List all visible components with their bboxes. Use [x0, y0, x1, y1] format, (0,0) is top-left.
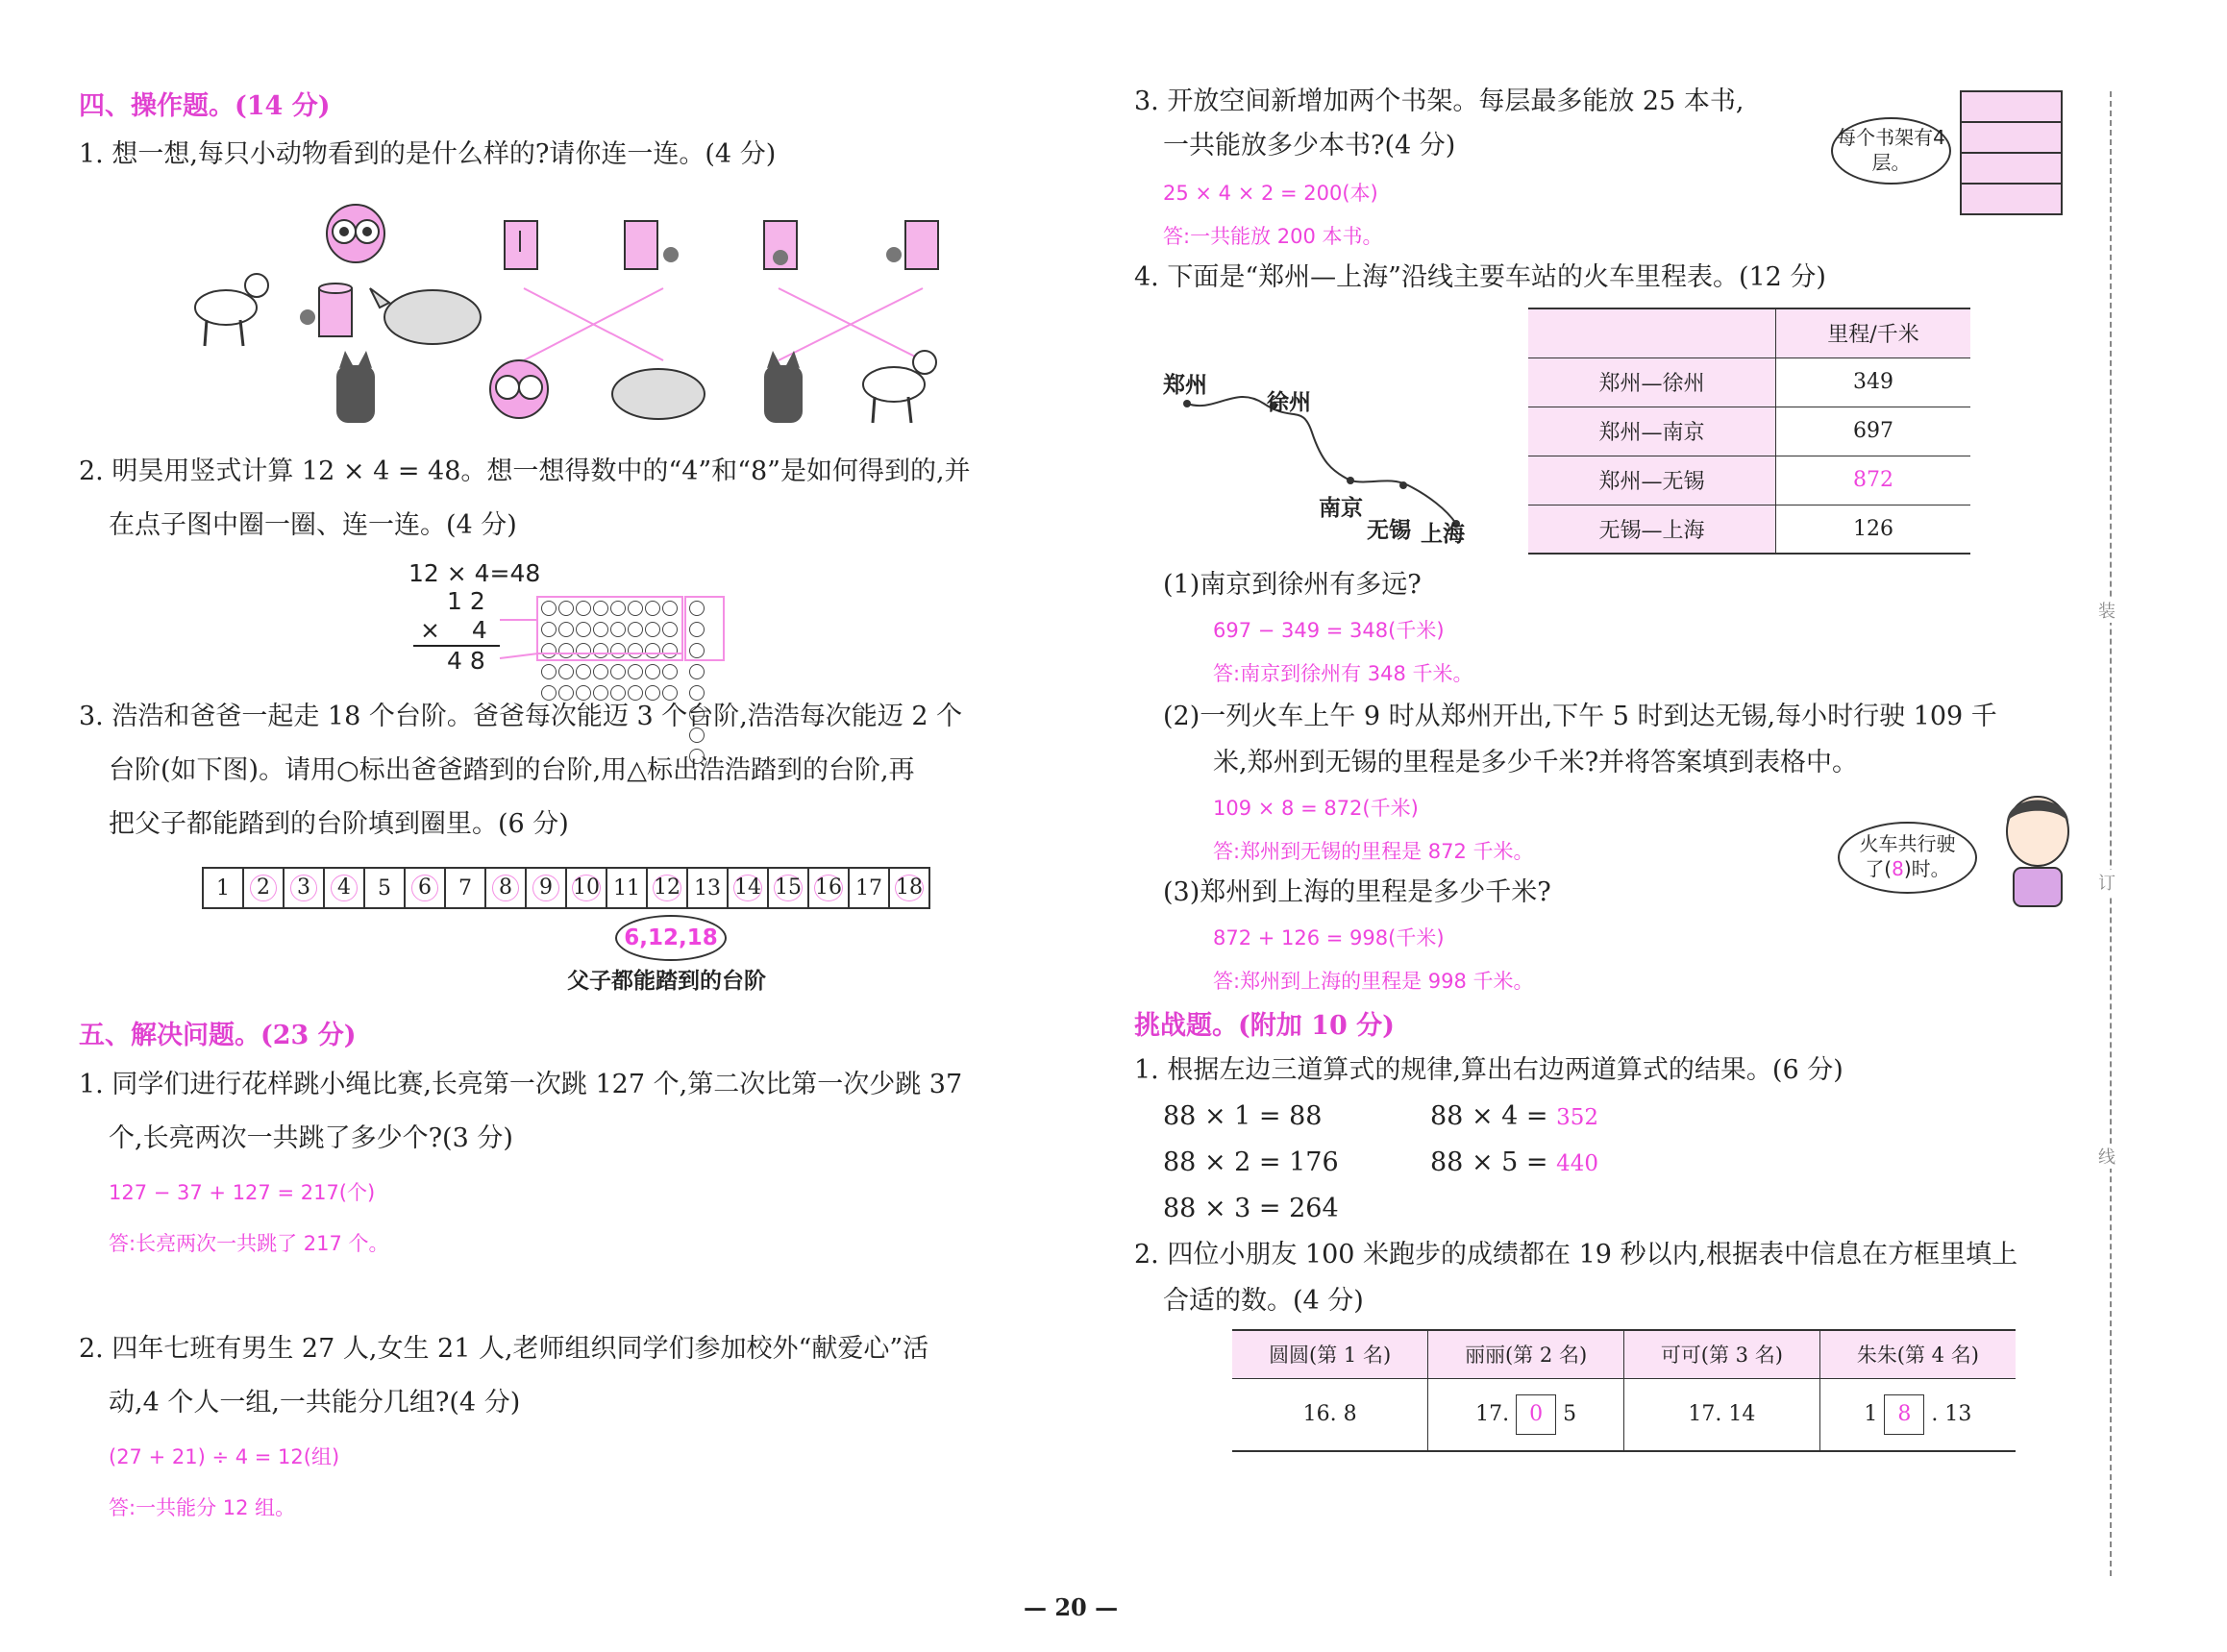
running-table	[1232, 1329, 2016, 1452]
train-bubble-line-1: 火车共行驶	[1859, 832, 1956, 855]
step-cell	[243, 868, 284, 908]
mileage-row	[1528, 407, 1970, 456]
map-city-nanjing: 南京	[1319, 496, 1363, 521]
run-header: 圆圆(第 1 名)	[1232, 1330, 1428, 1378]
step-number: 17	[855, 875, 882, 900]
cup-view-2-icon	[625, 221, 679, 269]
calc-multiplicand: 1 2	[447, 587, 485, 615]
cup-view-1-icon	[505, 221, 537, 269]
calc-multiplier: × 4	[420, 616, 487, 644]
step-number: 16	[815, 875, 842, 900]
question-2-line-2: 在点子图中圈一圈、连一连。(4 分)	[109, 510, 517, 540]
mileage-route: 郑州—徐州	[1528, 358, 1776, 407]
step-cell	[768, 868, 808, 908]
run-header: 丽丽(第 2 名)	[1428, 1330, 1624, 1378]
cup-view-3-icon	[764, 221, 797, 269]
step-cell	[445, 868, 485, 908]
problem-4-sub-1: (1)南京到徐州有多远?	[1163, 570, 1422, 600]
problem-1-line-2: 个,长亮两次一共跳了多少个?(3 分)	[109, 1123, 513, 1153]
dot	[558, 601, 574, 616]
problem-3-line-1: 3. 开放空间新增加两个书架。每层最多能放 25 本书,	[1134, 86, 1744, 116]
mileage-route: 郑州—南京	[1528, 407, 1776, 456]
section-5-title: 五、解决问题。(23 分)	[79, 1021, 357, 1050]
problem-4-sub-1-answer-1: 697 − 349 = 348(千米)	[1213, 619, 1445, 642]
problem-4-sub-2-line-1: (2)一列火车上午 9 时从郑州开出,下午 5 时到达无锡,每小时行驶 109 千	[1163, 702, 1997, 731]
section-4-title: 四、操作题。(14 分)	[79, 91, 331, 121]
boy-thinking-icon	[1990, 793, 2086, 908]
step-number: 14	[734, 875, 761, 900]
step-cell	[606, 868, 647, 908]
run-time-4-box: 8	[1884, 1394, 1924, 1435]
step-number: 1	[216, 875, 230, 900]
question-1-text: 1. 想一想,每只小动物看到的是什么样的?请你连一连。(4 分)	[79, 139, 777, 169]
rhino-bottom-icon	[612, 369, 705, 419]
problem-2-answer-1: (27 + 21) ÷ 4 = 12(组)	[109, 1445, 340, 1468]
problem-1-line-1: 1. 同学们进行花样跳小绳比赛,长亮第一次跳 127 个,第二次比第一次少跳 37	[79, 1070, 963, 1099]
mileage-row	[1528, 456, 1970, 505]
challenge-eq-4-answer: 352	[1556, 1105, 1599, 1130]
mileage-route: 无锡—上海	[1528, 505, 1776, 554]
challenge-eq-4: 88 × 4 = 352	[1430, 1101, 1599, 1131]
step-number: 5	[378, 875, 391, 900]
margin-char-xian: 线	[2098, 1144, 2116, 1169]
step-cell	[849, 868, 889, 908]
steps-row	[202, 867, 930, 909]
step-number: 4	[331, 875, 358, 901]
problem-3-answer-1: 25 × 4 × 2 = 200(本)	[1163, 182, 1378, 205]
challenge-title: 挑战题。(附加 10 分)	[1134, 1011, 1395, 1041]
problem-2-answer-2: 答:一共能分 12 组。	[109, 1496, 296, 1519]
problem-3-answer-2: 答:一共能放 200 本书。	[1163, 225, 1383, 248]
run-time-1: 16. 8	[1232, 1378, 1428, 1451]
rhino-icon	[370, 288, 481, 344]
train-bubble-line-2: 了(8)时。	[1865, 857, 1950, 880]
step-number: 8	[492, 875, 519, 901]
dot	[689, 601, 705, 616]
step-cell	[566, 868, 606, 908]
problem-2-line-2: 动,4 个人一组,一共能分几组?(4 分)	[109, 1388, 521, 1418]
challenge-eq-2: 88 × 2 = 176	[1163, 1147, 1339, 1177]
mileage-km: 349	[1776, 358, 1971, 407]
mileage-table-header: 里程/千米	[1776, 308, 1971, 358]
dot	[662, 601, 678, 616]
dot	[645, 601, 660, 616]
step-cell	[324, 868, 364, 908]
step-number: 9	[532, 875, 559, 901]
animals-figure	[183, 197, 1048, 437]
question-3-line-3: 把父子都能踏到的台阶填到圈里。(6 分)	[109, 809, 569, 839]
step-cell	[364, 868, 405, 908]
step-number: 12	[654, 875, 680, 900]
map-city-zhengzhou: 郑州	[1163, 373, 1207, 398]
step-number: 13	[694, 875, 721, 900]
step-cell	[687, 868, 728, 908]
challenge-eq-5: 88 × 5 = 440	[1430, 1147, 1599, 1177]
train-hours-bubble	[1838, 822, 1977, 894]
map-city-xuzhou: 徐州	[1267, 390, 1311, 415]
step-number: 15	[775, 875, 802, 900]
question-3-line-2: 台阶(如下图)。请用○标出爸爸踏到的台阶,用△标出浩浩踏到的台阶,再	[109, 755, 915, 785]
step-number: 3	[290, 875, 317, 901]
mileage-table	[1528, 308, 1970, 555]
problem-3-line-2: 一共能放多少本书?(4 分)	[1163, 131, 1456, 160]
mileage-row	[1528, 505, 1970, 554]
dot	[628, 601, 643, 616]
binding-dashed-line	[2110, 91, 2112, 1576]
step-cell	[485, 868, 526, 908]
step-number: 10	[573, 875, 600, 900]
margin-char-zhuang: 装	[2098, 598, 2116, 623]
run-time-3: 17. 14	[1624, 1378, 1820, 1451]
challenge-2-line-2: 合适的数。(4 分)	[1163, 1286, 1364, 1316]
problem-4-title: 4. 下面是“郑州—上海”沿线主要车站的火车里程表。(12 分)	[1134, 262, 1826, 292]
step-number: 7	[458, 875, 472, 900]
run-time-2-box: 0	[1516, 1394, 1556, 1435]
goat-bottom-icon	[863, 351, 936, 423]
step-cell	[728, 868, 768, 908]
bookshelf-bubble: 每个书架有4层。	[1831, 117, 1951, 185]
problem-4-sub-3-answer-1: 872 + 126 = 998(千米)	[1213, 926, 1445, 949]
run-header: 可可(第 3 名)	[1624, 1330, 1820, 1378]
problem-2-line-1: 2. 四年七班有男生 27 人,女生 21 人,老师组织同学们参加校外“献爱心”活	[79, 1334, 929, 1364]
owl-icon	[327, 205, 384, 262]
dot	[541, 601, 557, 616]
mileage-km: 697	[1776, 407, 1971, 456]
question-2-line-1: 2. 明昊用竖式计算 12 × 4 = 48。想一想得数中的“4”和“8”是如何得到的,并	[79, 456, 971, 486]
problem-4-sub-3-answer-2: 答:郑州到上海的里程是 998 千米。	[1213, 970, 1534, 993]
challenge-eq-3: 88 × 3 = 264	[1163, 1194, 1339, 1223]
step-cell	[526, 868, 566, 908]
step-cell	[808, 868, 849, 908]
animals-illustration	[183, 197, 1048, 437]
dot-grid-connector	[500, 615, 692, 673]
challenge-eq-1: 88 × 1 = 88	[1163, 1101, 1323, 1131]
challenge-1-text: 1. 根据左边三道算式的规律,算出右边两道算式的结果。(6 分)	[1134, 1055, 1843, 1085]
challenge-2-line-1: 2. 四位小朋友 100 米跑步的成绩都在 19 秒以内,根据表中信息在方框里填上	[1134, 1240, 2018, 1270]
run-header: 朱朱(第 4 名)	[1819, 1330, 2016, 1378]
cup-with-ball-icon	[300, 284, 352, 336]
mileage-row	[1528, 358, 1970, 407]
problem-4-sub-2-answer-2: 答:郑州到无锡的里程是 872 千米。	[1213, 840, 1534, 863]
problem-4-sub-2-answer-1: 109 × 8 = 872(千米)	[1213, 797, 1419, 820]
step-number: 2	[250, 875, 277, 901]
page-number: — 20 —	[1024, 1593, 1119, 1621]
mileage-km: 126	[1853, 516, 1893, 541]
mileage-table-corner	[1528, 308, 1776, 358]
map-city-wuxi: 无锡	[1367, 518, 1411, 543]
mileage-route: 郑州—无锡	[1528, 456, 1776, 505]
question-3-line-1: 3. 浩浩和爸爸一起走 18 个台阶。爸爸每次能迈 3 个台阶,浩浩每次能迈 2 个	[79, 702, 963, 731]
problem-1-answer-2: 答:长亮两次一共跳了 217 个。	[109, 1232, 389, 1255]
step-number: 18	[896, 875, 923, 900]
challenge-eq-5-answer: 440	[1556, 1151, 1599, 1176]
map-city-shanghai: 上海	[1421, 522, 1465, 547]
step-number: 6	[411, 875, 438, 901]
margin-char-ding: 订	[2098, 870, 2116, 895]
problem-4-sub-1-answer-2: 答:南京到徐州有 348 千米。	[1213, 662, 1473, 685]
train-bubble-answer: 8	[1892, 857, 1904, 880]
step-cell	[405, 868, 445, 908]
bookshelf-icon	[1961, 91, 2066, 216]
owl-bottom-icon	[490, 360, 548, 418]
step-cell	[647, 868, 687, 908]
common-steps-answer: 6,12,18	[615, 915, 727, 961]
calc-equation: 12 × 4=48	[408, 559, 541, 587]
cat-bottom-icon	[764, 351, 803, 423]
step-cell	[203, 868, 243, 908]
dot	[576, 601, 591, 616]
calc-result: 4 8	[447, 647, 485, 675]
cup-view-4-icon	[886, 221, 938, 269]
step-cell	[284, 868, 324, 908]
problem-4-sub-3: (3)郑州到上海的里程是多少千米?	[1163, 877, 1551, 907]
goat-icon	[195, 274, 268, 346]
common-steps-label: 父子都能踏到的台阶	[567, 969, 766, 994]
dot	[593, 601, 608, 616]
dot	[610, 601, 626, 616]
run-time-2: 17. 0 5	[1428, 1378, 1624, 1451]
mileage-km: 872	[1776, 456, 1971, 505]
problem-1-answer-1: 127 − 37 + 127 = 217(个)	[109, 1181, 376, 1204]
problem-4-sub-2-line-2: 米,郑州到无锡的里程是多少千米?并将答案填到表格中。	[1213, 748, 1859, 777]
step-number: 11	[613, 875, 640, 900]
step-cell	[889, 868, 929, 908]
cat-icon	[336, 351, 375, 423]
run-time-4: 1 8 . 13	[1819, 1378, 2016, 1451]
